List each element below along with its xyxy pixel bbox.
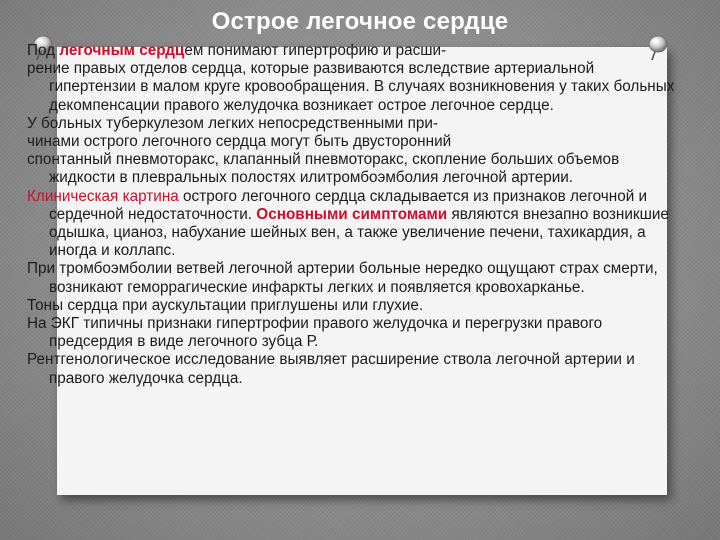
paragraph-definition: рение правых отделов сердца, которые развиваются вследствие артериальной гипертензии в малом круге кровообращения. В случаях возникновения у таких больных декомпенсации правого желудочка возникает острое легочное сердце. <box>27 60 675 114</box>
paragraph-causes-line: чинами острого легочного сердца могут быть двусторонний <box>27 133 452 151</box>
paragraph-definition-start <box>27 42 682 60</box>
text-run: ем понимают гипертрофию и расши- <box>184 42 447 59</box>
slide-body <box>27 42 682 388</box>
highlight-term: Основными симптомами <box>256 205 448 223</box>
highlight-term: Клиническая картина <box>27 187 179 205</box>
text-run: Под <box>27 42 60 59</box>
paragraph-causes-list: спонтанный пневмоторакс, клапанный пневмоторакс, скопление больших объемов жидкости в плевральных полостях илитромбоэмболия легочной артерии. <box>27 151 620 187</box>
paragraph-ecg: На ЭКГ типичны признаки гипертрофии правого желудочка и перегрузки правого предсердия в виде легочного зубца Р. <box>27 315 603 351</box>
text-run: являются внезапно возникшие одышка, цианоз, набухание шейных вен, а также увеличение печени, тахикардия, а иногда и коллапс. <box>49 205 669 260</box>
highlight-term: легочным сердц <box>59 42 185 59</box>
paragraph-causes-intro: У больных туберкулезом легких непосредственными при- <box>27 114 439 132</box>
paragraph-thromboembolism: При тромбоэмболии ветвей легочной артерии больные нередко ощущают страх смерти, возникают геморрагические инфаркты легких и появляется кровохарканье. <box>27 260 658 296</box>
paragraph-auscultation: Тоны сердца при аускультации приглушены или глухие. <box>27 296 424 314</box>
paragraph-xray: Рентгенологическое исследование выявляет расширение ствола легочной артерии и правого желудочка сердца. <box>27 351 635 387</box>
text-run: острого легочного сердца складывается из признаков легочной и сердечной недостаточности. <box>49 187 648 223</box>
paragraph-clinical-picture <box>27 188 682 261</box>
slide-title: Острое легочное сердце <box>211 8 509 35</box>
